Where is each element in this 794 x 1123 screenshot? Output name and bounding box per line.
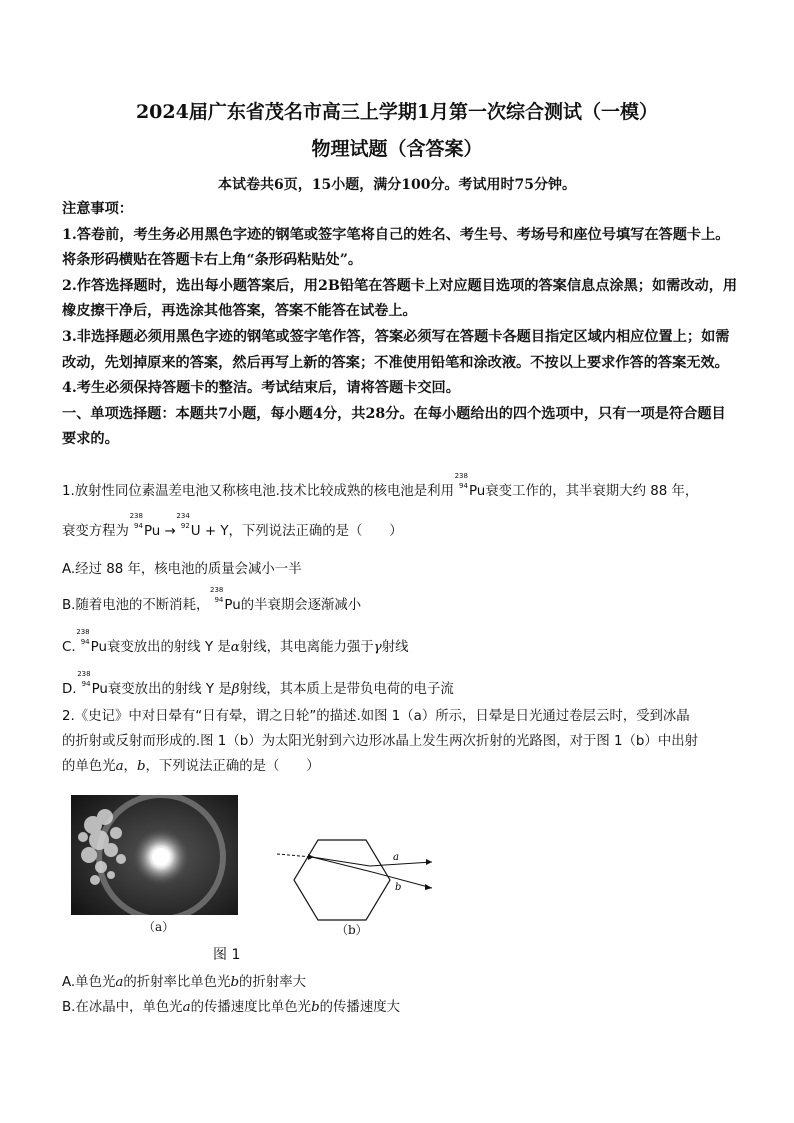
question-1	[62, 472, 742, 704]
sun-halo-image	[71, 795, 238, 915]
incident-ray	[277, 854, 312, 857]
exam-title: 2024届广东省茂名市高三上学期1月第一次综合测试（一模）	[135, 101, 659, 123]
note-item: 3.非选择题必须用黑色字迹的钢笔或签字笔作答，答案必须写在答题卡各题目指定区域内相应位置上；如需改动，先划掉原来的答案，然后再写上新的答案；不准使用铅笔和涂改液。不按以上要求作答的答案无效。	[62, 328, 730, 371]
q1-option-b: B.随着电池的不断消耗， 238 94 Pu的半衰期会逐渐减小	[62, 586, 362, 613]
q1-option-c: C. 238 94 Pu衰变放出的射线 Y 是α射线，其电离能力强于γ射线	[62, 628, 409, 655]
q2-stem-line: 的折射或反射而形成的.图 1（b）为太阳光射到六边形冰晶上发生两次折射的光路图，对于图 1（b）中出射	[62, 734, 698, 749]
question-2	[62, 704, 742, 779]
figure-label: 图 1	[213, 947, 241, 963]
q1-option-d: D. 238 94 Pu衰变放出的射线 Y 是β射线，其本质上是带负电荷的电子流	[62, 670, 454, 697]
notes-heading: 注意事项：	[62, 201, 133, 217]
exam-notes	[62, 197, 738, 453]
note-item: 1.答卷前，考生务必用黑色字迹的钢笔或签字笔将自己的姓名、考生号、考场号和座位号填写在答题卡上。将条形码横贴在答题卡右上角“条形码粘贴处”。	[62, 226, 730, 269]
note-item: 4.考生必须保持答题卡的整洁。考试结束后，请将答题卡交回。	[62, 380, 460, 397]
ray-b-label: b	[395, 882, 402, 893]
exam-subtitle: 物理试题（含答案）	[311, 138, 483, 160]
q1-equation: 衰变方程为 238 94 Pu → 234 92 U + Y，下列说法正确的是（ ）	[62, 512, 403, 539]
figure-a-caption: （a）	[143, 920, 175, 934]
hexagon-crystal	[294, 840, 390, 920]
exam-info: 本试卷共6页，15小题，满分100分。考试用时75分钟。	[218, 177, 576, 193]
halo-photo	[71, 795, 238, 915]
q2-options	[62, 971, 400, 1020]
q2-stem-line: 2.《史记》中对日晕有“日有晕，谓之日轮”的描述.如图 1（a）所示，日晕是日光通过卷层云时，受到冰晶	[62, 709, 690, 724]
q1-option-a: A.经过 88 年，核电池的质量会减小一半	[62, 562, 302, 577]
q2-option-b: B.在冰晶中，单色光a的传播速度比单色光b的传播速度大	[62, 999, 400, 1015]
figure-b-caption: （b）	[336, 923, 368, 937]
ray-b	[372, 872, 432, 888]
nuclide-pu: 238 94	[454, 472, 468, 490]
q2-stem-line: 的单色光a，b，下列说法正确的是（ ）	[62, 759, 320, 774]
ray-a-label: a	[393, 852, 399, 863]
note-item: 2.作答选择题时，选出每小题答案后，用2B铅笔在答题卡上对应题目选项的答案信息点涂黑；如需改动，用橡皮擦干净后，再选涂其他答案，答案不能答在试卷上。	[62, 277, 738, 320]
q2-option-a: A.单色光a的折射率比单色光b的折射率大	[62, 975, 306, 990]
section-heading: 一、单项选择题：本题共7小题，每小题4分，共28分。在每小题给出的四个选项中，只有一项是符合题目要求的。	[62, 405, 726, 448]
q1-stem: 1.放射性同位素温差电池又称核电池.技术比较成熟的核电池是利用 238 94 Pu衰变工作的，其半衰期大约 88 年，	[62, 472, 699, 499]
